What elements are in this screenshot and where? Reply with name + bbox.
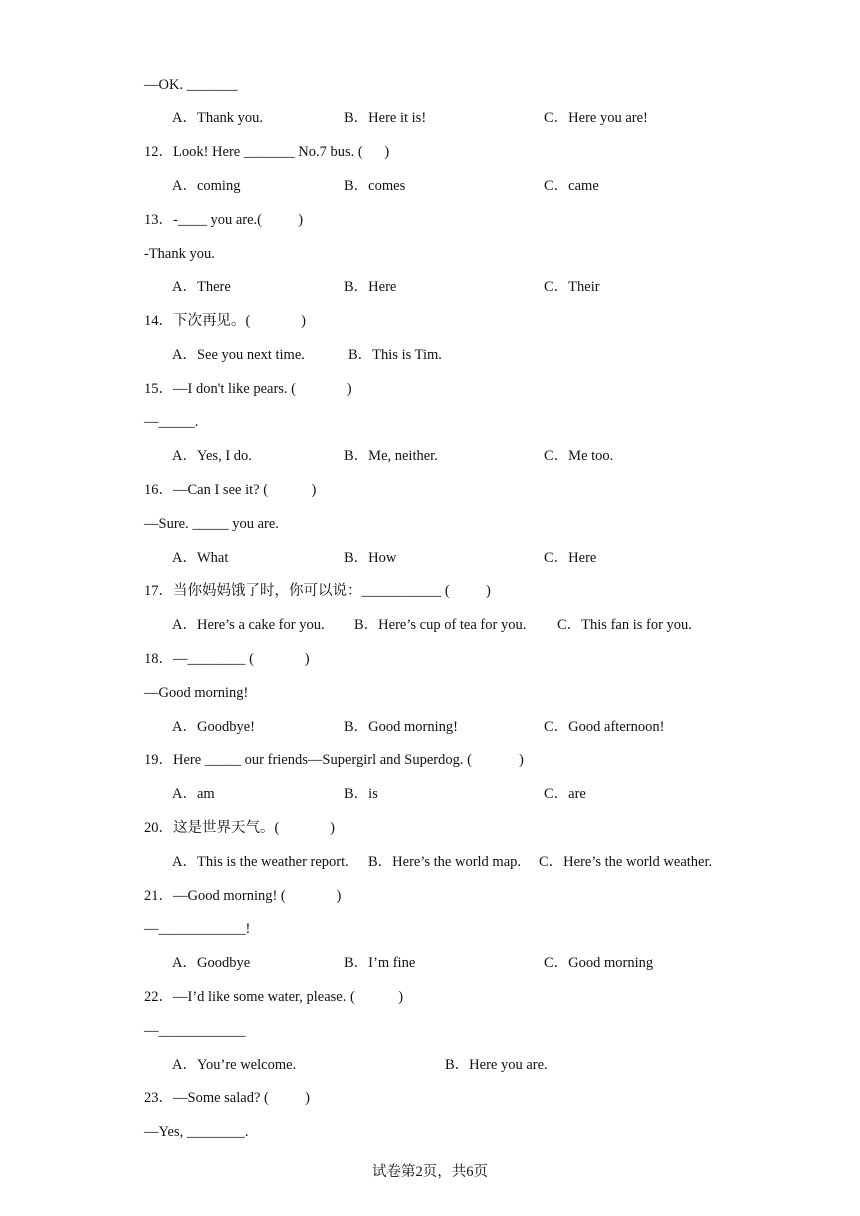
q15-option-b[interactable]: B．Me, neither. <box>344 448 438 464</box>
q18-option-b[interactable]: B．Good morning! <box>344 719 458 735</box>
q14-option-a[interactable]: A．See you next time. <box>172 347 305 363</box>
q19-option-a[interactable]: A．am <box>172 786 215 802</box>
q21-option-a[interactable]: A．Goodbye <box>172 955 251 971</box>
q11-option-a[interactable]: A．Thank you. <box>172 110 264 126</box>
q16-reply: —Sure. _____ you are. <box>144 516 279 532</box>
q17-option-a[interactable]: A．Here’s a cake for you. <box>172 617 325 633</box>
q12-option-b[interactable]: B．comes <box>344 178 406 194</box>
q19-stem: 19．Here _____ our friends—Supergirl and Superdog. ( ) <box>144 752 524 768</box>
q17-option-c[interactable]: C．This fan is for you. <box>557 617 692 633</box>
q23-stem: 23．—Some salad? ( ) <box>144 1090 310 1106</box>
q16-option-a[interactable]: A．What <box>172 550 229 566</box>
q18-reply: —Good morning! <box>144 685 249 701</box>
q14-stem: 14．下次再见。( ) <box>144 313 306 329</box>
q19-option-c[interactable]: C．are <box>544 786 586 802</box>
q11-option-b[interactable]: B．Here it is! <box>344 110 427 126</box>
q21-reply: —____________! <box>144 921 251 937</box>
q18-stem: 18．—________ ( ) <box>144 651 310 667</box>
q12-stem: 12．Look! Here _______ No.7 bus. ( ) <box>144 144 390 160</box>
q18-option-c[interactable]: C．Good afternoon! <box>544 719 665 735</box>
q21-stem: 21．—Good morning! ( ) <box>144 888 342 904</box>
q23-reply: —Yes, ________. <box>144 1124 249 1140</box>
q11-reply: —OK. _______ <box>144 77 238 93</box>
q20-option-b[interactable]: B．Here’s the world map. <box>368 854 522 870</box>
q17-stem: 17．当你妈妈饿了时，你可以说：___________ ( ) <box>144 583 491 599</box>
q16-stem: 16．—Can I see it? ( ) <box>144 482 317 498</box>
q22-option-b[interactable]: B．Here you are. <box>445 1057 548 1073</box>
q22-stem: 22．—I’d like some water, please. ( ) <box>144 989 404 1005</box>
q22-option-a[interactable]: A．You’re welcome. <box>172 1057 297 1073</box>
page-footer: 试卷第2页，共6页 <box>372 1164 488 1180</box>
q13-option-a[interactable]: A．There <box>172 279 231 295</box>
q13-stem: 13．-____ you are.( ) <box>144 212 304 228</box>
q20-option-c[interactable]: C．Here’s the world weather. <box>539 854 713 870</box>
q15-option-a[interactable]: A．Yes, I do. <box>172 448 252 464</box>
q13-option-b[interactable]: B．Here <box>344 279 397 295</box>
q20-option-a[interactable]: A．This is the weather report. <box>172 854 349 870</box>
q12-option-a[interactable]: A．coming <box>172 178 241 194</box>
q15-reply: —_____. <box>144 414 199 430</box>
q11-option-c[interactable]: C．Here you are! <box>544 110 648 126</box>
q19-option-b[interactable]: B．is <box>344 786 378 802</box>
q15-stem: 15．—I don't like pears. ( ) <box>144 381 352 397</box>
q21-option-c[interactable]: C．Good morning <box>544 955 654 971</box>
q21-option-b[interactable]: B．I’m fine <box>344 955 416 971</box>
q13-option-c[interactable]: C．Their <box>544 279 600 295</box>
q13-reply: -Thank you. <box>144 246 215 262</box>
q17-option-b[interactable]: B．Here’s cup of tea for you. <box>354 617 527 633</box>
q15-option-c[interactable]: C．Me too. <box>544 448 614 464</box>
q14-option-b[interactable]: B．This is Tim. <box>348 347 442 363</box>
q20-stem: 20．这是世界天气。( ) <box>144 820 335 836</box>
q18-option-a[interactable]: A．Goodbye! <box>172 719 255 735</box>
q22-reply: —____________ <box>144 1023 246 1039</box>
q16-option-c[interactable]: C．Here <box>544 550 597 566</box>
q12-option-c[interactable]: C．came <box>544 178 599 194</box>
q16-option-b[interactable]: B．How <box>344 550 397 566</box>
